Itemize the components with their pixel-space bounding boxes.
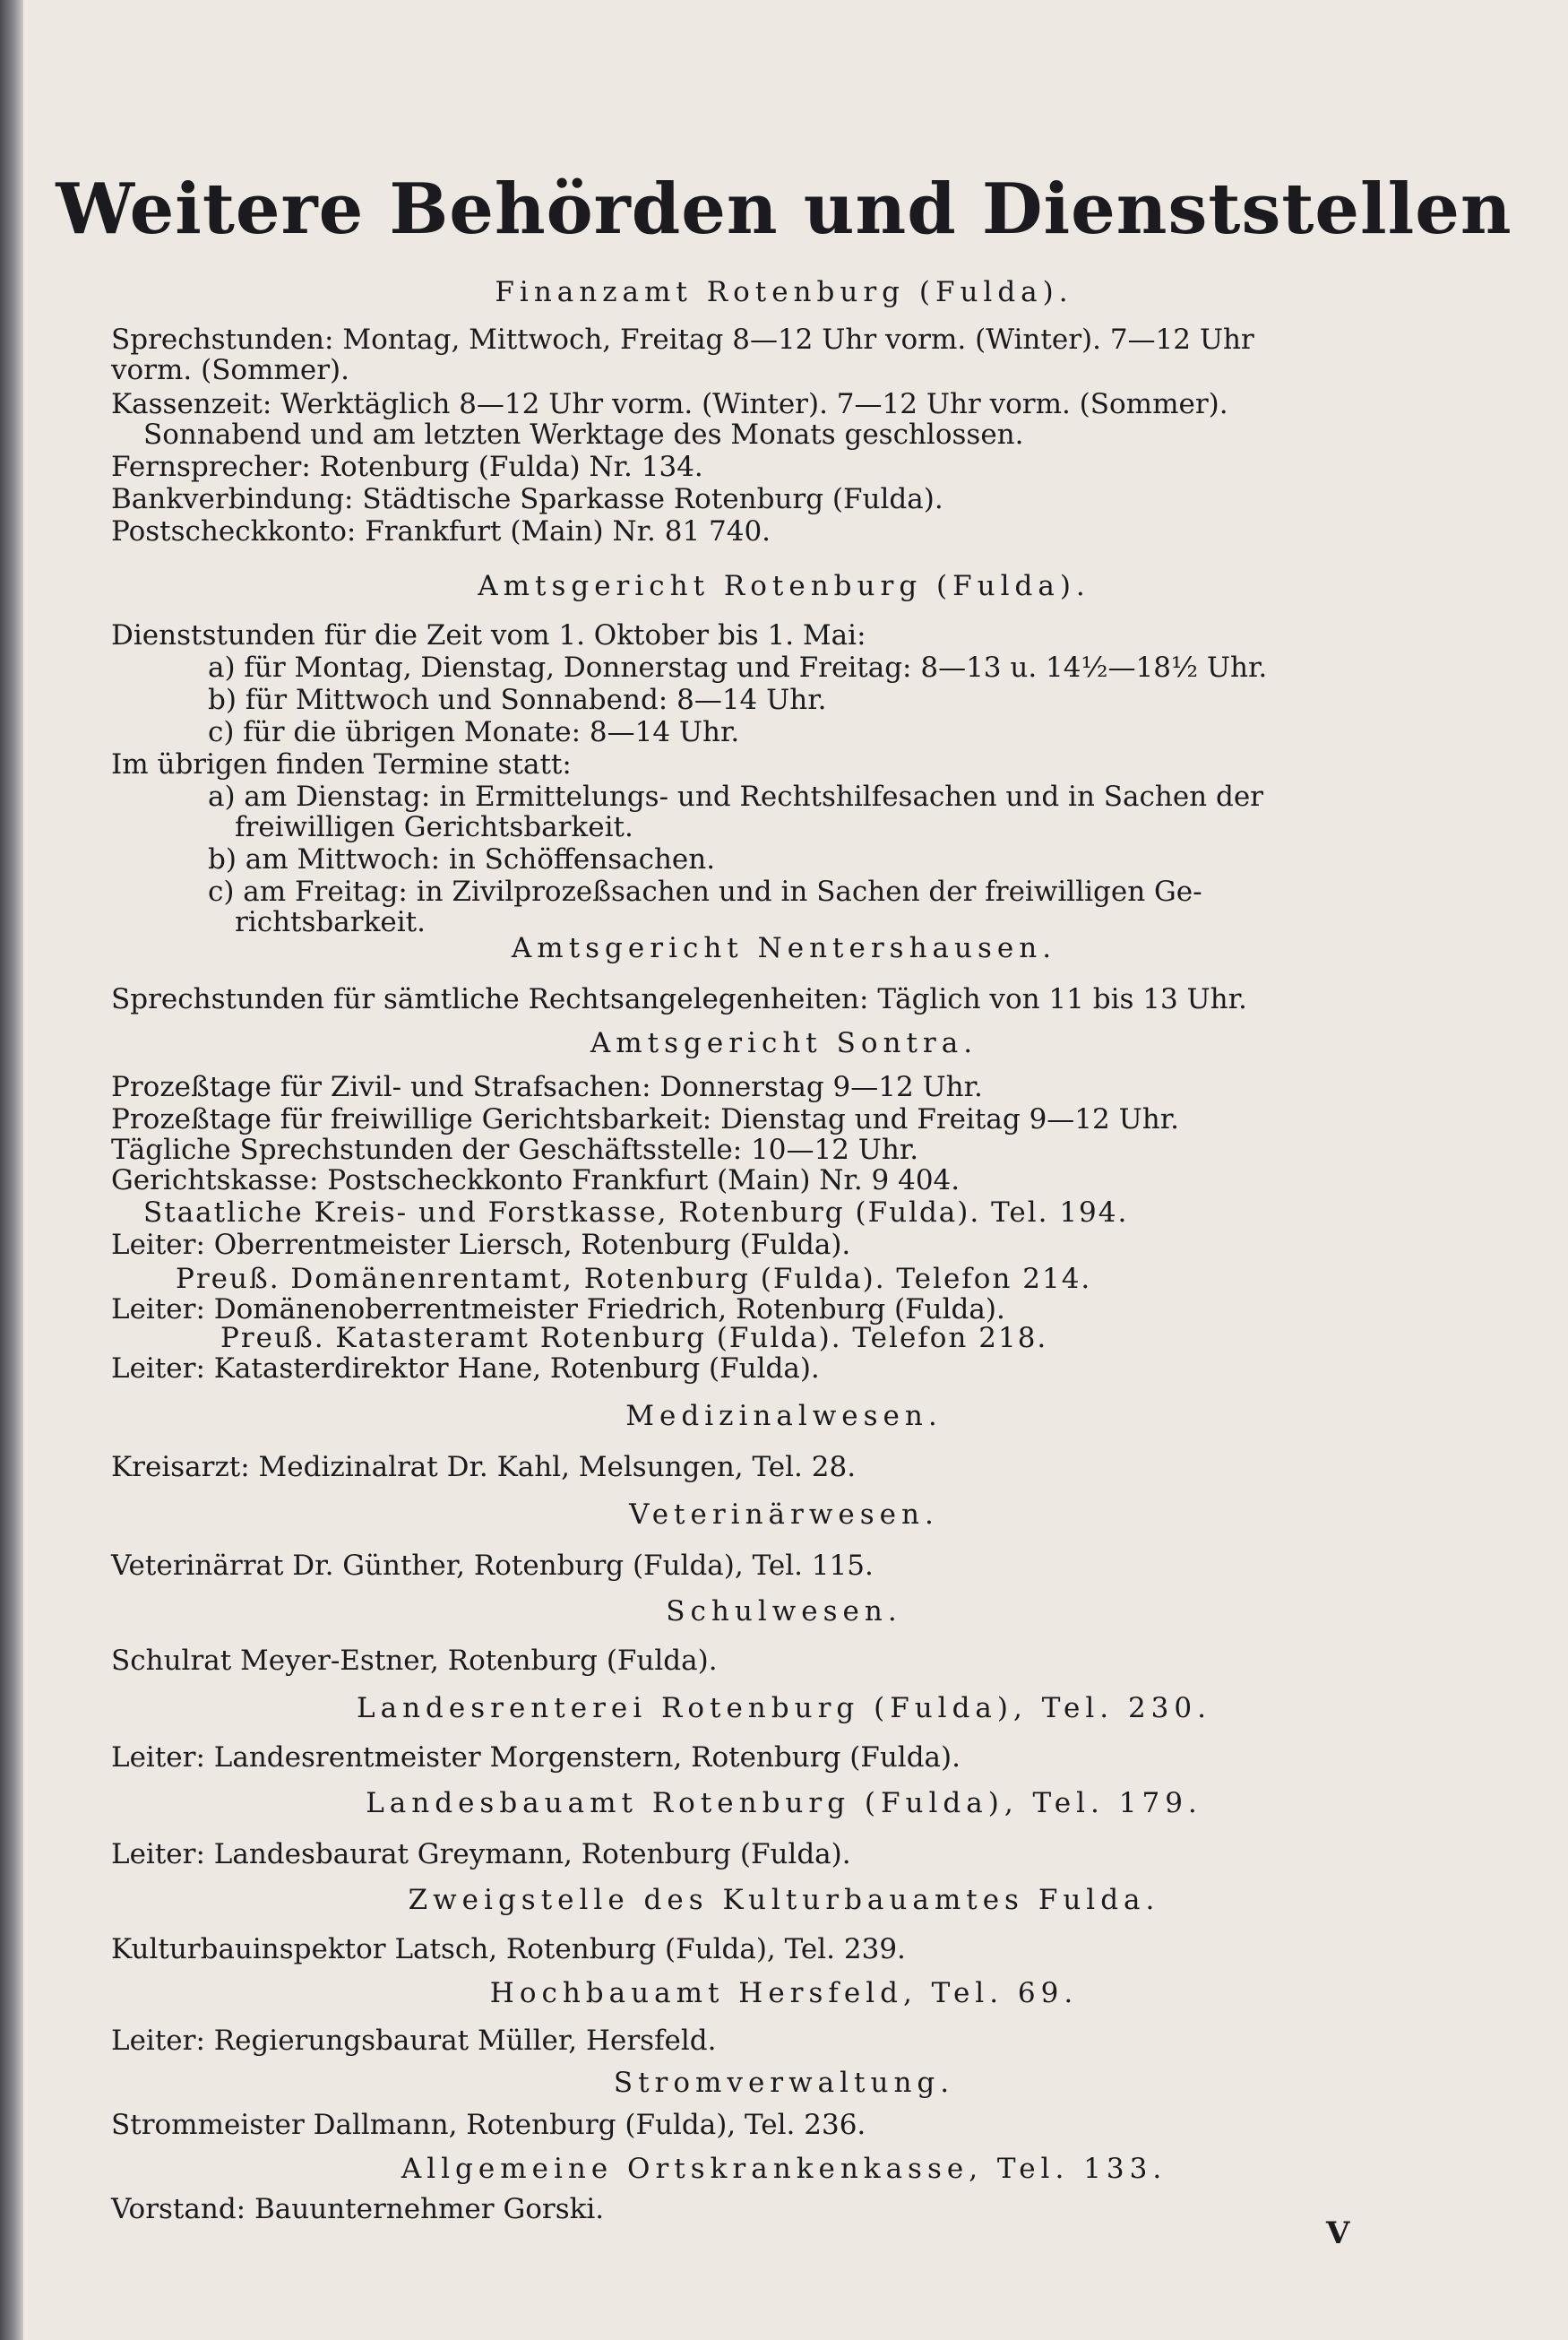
section-heading-landesrenterei: Landesrenterei Rotenburg (Fulda), Tel. 230. xyxy=(357,1692,1211,1724)
veterinaerwesen-line: Veterinärrat Dr. Günther, Rotenburg (Fulda), Tel. 115. xyxy=(111,1550,874,1582)
page-title: Weitere Behörden und Dienststellen xyxy=(56,168,1512,250)
hochbauamt-line: Leiter: Regierungsbaurat Müller, Hersfeld. xyxy=(111,2025,717,2057)
finanzamt-line: Sonnabend und am letzten Werktage des Monats geschlossen. xyxy=(143,419,1024,451)
section-heading-katasteramt: Preuß. Katasteramt Rotenburg (Fulda). Telefon 218. xyxy=(220,1322,1048,1354)
amtsgericht-rotenburg-line: b) am Mittwoch: in Schöffensachen. xyxy=(208,843,716,876)
finanzamt-line: Sprechstunden: Montag, Mittwoch, Freitag 8—12 Uhr vorm. (Winter). 7—12 Uhr xyxy=(111,324,1254,356)
finanzamt-line: Fernsprecher: Rotenburg (Fulda) Nr. 134. xyxy=(111,451,703,483)
finanzamt-line: Kassenzeit: Werktäglich 8—12 Uhr vorm. (Winter). 7—12 Uhr vorm. (Sommer). xyxy=(111,388,1228,420)
domaenenrentamt-line: Leiter: Domänenoberrentmeister Friedrich, Rotenburg (Fulda). xyxy=(111,1293,1005,1325)
amtsgericht-rotenburg-line: b) für Mittwoch und Sonnabend: 8—14 Uhr. xyxy=(208,684,827,716)
amtsgericht-rotenburg-line: richtsbarkeit. xyxy=(235,906,426,938)
section-heading-stromverwaltung: Stromverwaltung. xyxy=(613,2067,955,2099)
amtsgericht-rotenburg-line: Im übrigen finden Termine statt: xyxy=(111,748,572,781)
page-number: V xyxy=(1326,2215,1350,2251)
stromverwaltung-line: Strommeister Dallmann, Rotenburg (Fulda), Tel. 236. xyxy=(111,2109,866,2141)
schulwesen-line: Schulrat Meyer-Estner, Rotenburg (Fulda). xyxy=(111,1645,718,1677)
kreiskasse-line: Leiter: Oberrentmeister Liersch, Rotenburg (Fulda). xyxy=(111,1229,851,1261)
amtsgericht-rotenburg-line: Dienststunden für die Zeit vom 1. Oktober bis 1. Mai: xyxy=(111,619,866,652)
section-heading-veterinaerwesen: Veterinärwesen. xyxy=(629,1498,939,1531)
section-heading-kulturbauamt: Zweigstelle des Kulturbauamtes Fulda. xyxy=(408,1884,1160,1916)
section-heading-schulwesen: Schulwesen. xyxy=(666,1595,902,1628)
amtsgericht-rotenburg-line: c) für die übrigen Monate: 8—14 Uhr. xyxy=(208,716,740,748)
section-heading-medizinalwesen: Medizinalwesen. xyxy=(625,1400,943,1432)
amtsgericht-rotenburg-line: freiwilligen Gerichtsbarkeit. xyxy=(235,811,633,843)
katasteramt-line: Leiter: Katasterdirektor Hane, Rotenburg (Fulda). xyxy=(111,1352,820,1385)
amtsgericht-sontra-line: Gerichtskasse: Postscheckkonto Frankfurt (Main) Nr. 9 404. xyxy=(111,1164,961,1196)
section-heading-landesbauamt: Landesbauamt Rotenburg (Fulda), Tel. 179. xyxy=(366,1787,1202,1819)
amtsgericht-sontra-line: Prozeßtage für Zivil- und Strafsachen: Donnerstag 9—12 Uhr. xyxy=(111,1071,983,1103)
section-heading-finanzamt: Finanzamt Rotenburg (Fulda). xyxy=(495,276,1073,308)
section-heading-amtsgericht-rotenburg: Amtsgericht Rotenburg (Fulda). xyxy=(478,570,1090,602)
ortskrankenkasse-line: Vorstand: Bauunternehmer Gorski. xyxy=(111,2193,605,2225)
finanzamt-line: Bankverbindung: Städtische Sparkasse Rotenburg (Fulda). xyxy=(111,483,943,515)
finanzamt-line: Postscheckkonto: Frankfurt (Main) Nr. 81 740. xyxy=(111,515,771,548)
section-heading-ortskrankenkasse: Allgemeine Ortskrankenkasse, Tel. 133. xyxy=(401,2153,1167,2185)
amtsgericht-rotenburg-line: c) am Freitag: in Zivilprozeßsachen und in Sachen der freiwilligen Ge- xyxy=(208,876,1202,908)
section-heading-hochbauamt: Hochbauamt Hersfeld, Tel. 69. xyxy=(489,1977,1079,2009)
section-heading-amtsgericht-nentershausen: Amtsgericht Nentershausen. xyxy=(511,932,1057,964)
landesbauamt-line: Leiter: Landesbaurat Greymann, Rotenburg (Fulda). xyxy=(111,1838,851,1870)
medizinalwesen-line: Kreisarzt: Medizinalrat Dr. Kahl, Melsungen, Tel. 28. xyxy=(111,1451,857,1483)
finanzamt-line: vorm. (Sommer). xyxy=(111,354,349,386)
section-heading-kreiskasse: Staatliche Kreis- und Forstkasse, Rotenburg (Fulda). Tel. 194. xyxy=(143,1196,1129,1229)
section-heading-domaenenrentamt: Preuß. Domänenrentamt, Rotenburg (Fulda). Telefon 214. xyxy=(176,1263,1092,1295)
amtsgericht-sontra-line: Tägliche Sprechstunden der Geschäftsstelle: 10—12 Uhr. xyxy=(111,1134,919,1166)
kulturbauamt-line: Kulturbauinspektor Latsch, Rotenburg (Fulda), Tel. 239. xyxy=(111,1933,906,1965)
amtsgericht-nentershausen-line: Sprechstunden für sämtliche Rechtsangelegenheiten: Täglich von 11 bis 13 Uhr. xyxy=(111,983,1247,1015)
amtsgericht-rotenburg-line: a) für Montag, Dienstag, Donnerstag und Freitag: 8—13 u. 14½—18½ Uhr. xyxy=(208,652,1268,684)
section-heading-amtsgericht-sontra: Amtsgericht Sontra. xyxy=(590,1027,978,1059)
landesrenterei-line: Leiter: Landesrentmeister Morgenstern, Rotenburg (Fulda). xyxy=(111,1741,961,1774)
amtsgericht-sontra-line: Prozeßtage für freiwillige Gerichtsbarkeit: Dienstag und Freitag 9—12 Uhr. xyxy=(111,1103,1179,1135)
amtsgericht-rotenburg-line: a) am Dienstag: in Ermittelungs- und Rechtshilfesachen und in Sachen der xyxy=(208,781,1263,813)
